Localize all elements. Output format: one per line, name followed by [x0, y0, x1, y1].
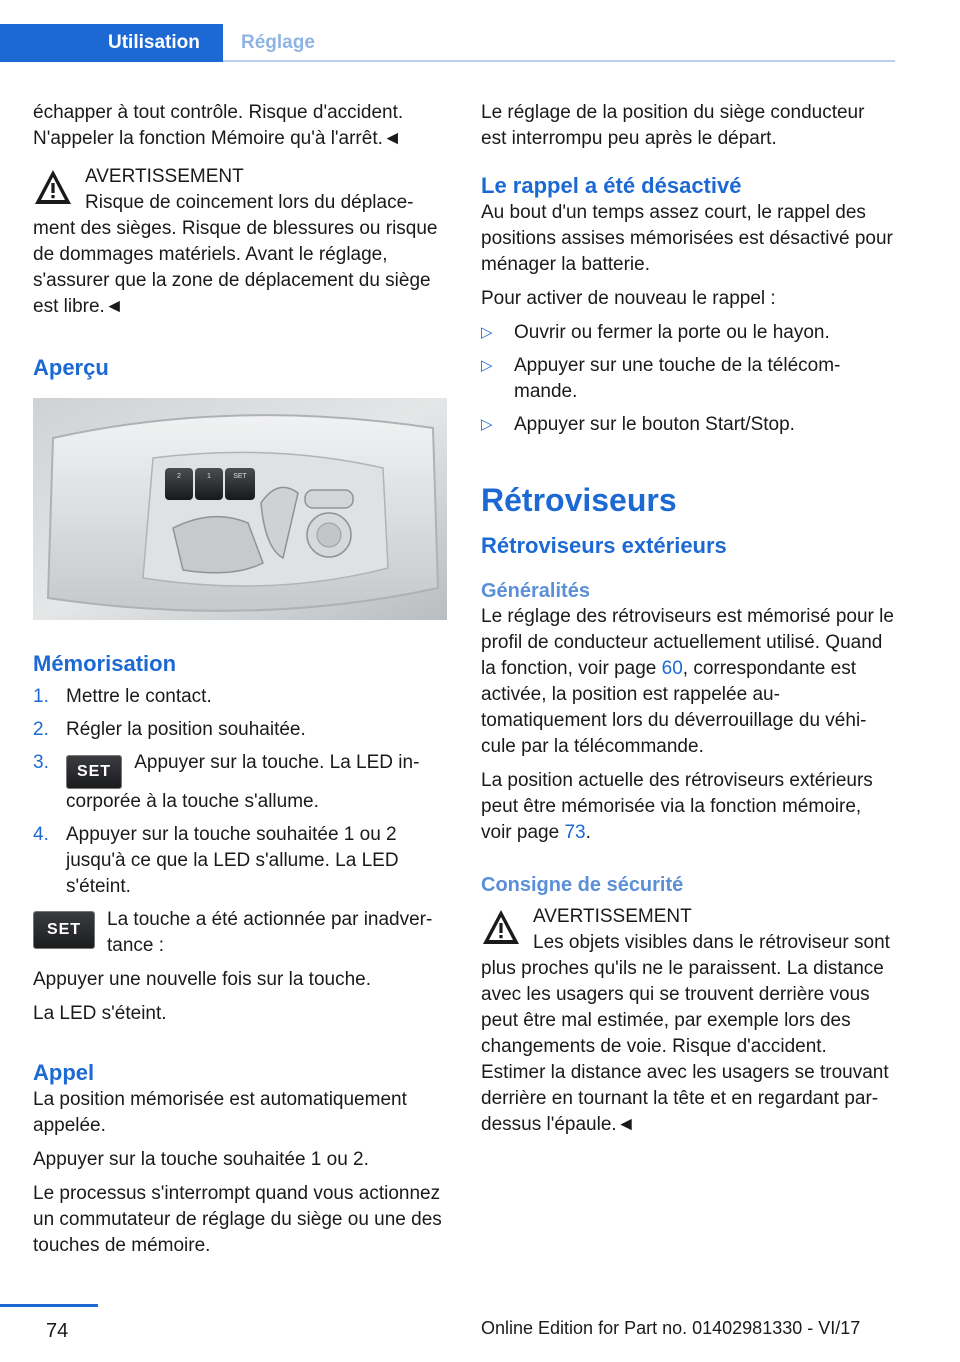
page-link-73[interactable]: 73 [564, 822, 586, 843]
header-rule [223, 60, 895, 62]
safety-warning-text: Les objets visibles dans le rétroviseur sont plus proches qu'ils ne le paraissent. La distance avec les usagers qui se trouvent derrière vous peut être mal estimée, par exemple lors des changements de voie. Risque d'accident. Estimer la distance avec les usagers se trouvant derrière en tournant la tête et en regardant par-dessus l'épaule.◄ [481, 932, 890, 1135]
step-text: Appuyer sur la touche souhaitée 1 ou 2 jusqu'à ce que la LED s'allume. La LED s'éteint. [66, 824, 399, 897]
photo-key-2: 2 [177, 473, 181, 480]
set-note-text: La touche a été actionnée par inadvertance : [107, 909, 433, 956]
step-number: 2. [33, 719, 49, 740]
list-item [33, 684, 447, 710]
list-item [33, 717, 447, 743]
intro-line-2: N'appeler la fonction Mémoire qu'à l'arrêt.◄ [33, 128, 402, 149]
generalites-text-2 [481, 768, 895, 846]
generalites-text-2-start: La position actuelle des rétroviseurs extérieurs peut être mémorisée via la fonction mémoire, voir page [481, 770, 873, 843]
step-text: Régler la position souhaitée. [66, 719, 306, 740]
list-item [33, 750, 447, 815]
triangle-bullet-icon: ▷ [481, 357, 493, 374]
memorisation-steps [33, 684, 447, 900]
chapter-title: Rétroviseurs [481, 482, 677, 518]
deactivated-text-1: Au bout d'un temps assez court, le rappel des positions assises mémorisées est désactivé pour ménager la batterie. [481, 202, 893, 275]
photo-key-set: SET [233, 473, 247, 480]
led-off-text: La LED s'éteint. [33, 1003, 167, 1024]
page-link-60[interactable]: 60 [661, 658, 683, 679]
generalites-heading: Généralités [481, 580, 590, 602]
overview-heading: Aperçu [33, 355, 109, 380]
seat-controls-photo [33, 398, 447, 620]
appel-text-2: Appuyer sur la touche souhaitée 1 ou 2. [33, 1149, 369, 1170]
photo-key-1: 1 [207, 473, 211, 480]
deactivated-text-2: Pour activer de nouveau le rappel : [481, 288, 776, 309]
right-column [481, 100, 895, 1146]
step-text: Appuyer sur la touche. La LED incorporée à la touche s'allume. [66, 752, 420, 812]
interrupt-text: Le réglage de la position du siège conducteur est interrompu peu après le départ. [481, 102, 865, 149]
generalites-text-1-end: , correspondante est activée, la position est rappelée automatiquement lors du déverrouillage du véhicule par la télécommande. [481, 658, 867, 757]
memorisation-heading: Mémorisation [33, 651, 177, 676]
set-note-block [33, 907, 447, 959]
appel-text-1: La position mémorisée est automatiquement appelée. [33, 1089, 407, 1136]
deactivated-heading: Le rappel a été désactivé [481, 173, 742, 198]
bullet-text: Ouvrir ou fermer la porte ou le hayon. [514, 322, 830, 343]
safety-heading: Consigne de sécurité [481, 874, 684, 896]
page-number: 74 [46, 1320, 69, 1342]
set-button-icon: SET [33, 911, 95, 949]
safety-warning-block [481, 904, 895, 1138]
appel-text-3: Le processus s'interrompt quand vous actionnez un commutateur de réglage du siège ou une des touches de mémoire. [33, 1183, 442, 1256]
step-number: 1. [33, 686, 49, 707]
bullet-text: Appuyer sur le bouton Start/Stop. [514, 414, 795, 435]
generalites-text-2-end: . [585, 822, 591, 843]
list-item [33, 822, 447, 900]
footer-rule [0, 1304, 98, 1307]
list-item [481, 320, 895, 346]
bullet-text: Appuyer sur une touche de la télécommande. [514, 355, 841, 402]
edition-info: Online Edition for Part no. 01402981330 - VI/17 [481, 1318, 861, 1338]
exterior-mirrors-heading: Rétroviseurs extérieurs [481, 533, 727, 558]
generalites-text-1-start: Le réglage des rétroviseurs est mémorisé pour le profil de conducteur actuellement utilisé. Quand la fonction, voir page [481, 606, 894, 679]
warning-triangle-icon [33, 168, 73, 206]
safety-warning-title: AVERTISSEMENT [533, 906, 692, 927]
triangle-bullet-icon: ▷ [481, 416, 493, 433]
generalites-text-1 [481, 604, 895, 760]
page-header [0, 0, 960, 62]
reactivation-list [481, 320, 895, 438]
step-number: 4. [33, 824, 49, 845]
left-column [33, 100, 447, 1267]
intro-line-1: échapper à tout contrôle. Risque d'accident. [33, 102, 404, 123]
warning-text: Risque de coincement lors du déplacement des sièges. Risque de blessures ou risque de dommages matériels. Avant le réglage, s'assurer que la zone de déplacement du siège est libre.◄ [33, 192, 438, 317]
warning-block [33, 164, 447, 320]
warning-title: AVERTISSEMENT [85, 166, 244, 187]
step-text: Mettre le contact. [66, 686, 212, 707]
step-number: 3. [33, 752, 49, 773]
appel-heading: Appel [33, 1060, 95, 1085]
set-button-icon: SET [66, 755, 122, 789]
tab-utilisation[interactable]: Utilisation [0, 24, 223, 62]
intro-text [33, 100, 447, 152]
tab-reglage[interactable]: Réglage [241, 32, 315, 53]
press-again-text: Appuyer une nouvelle fois sur la touche. [33, 969, 371, 990]
list-item [481, 412, 895, 438]
list-item [481, 353, 895, 405]
warning-triangle-icon [481, 908, 521, 946]
triangle-bullet-icon: ▷ [481, 324, 493, 341]
